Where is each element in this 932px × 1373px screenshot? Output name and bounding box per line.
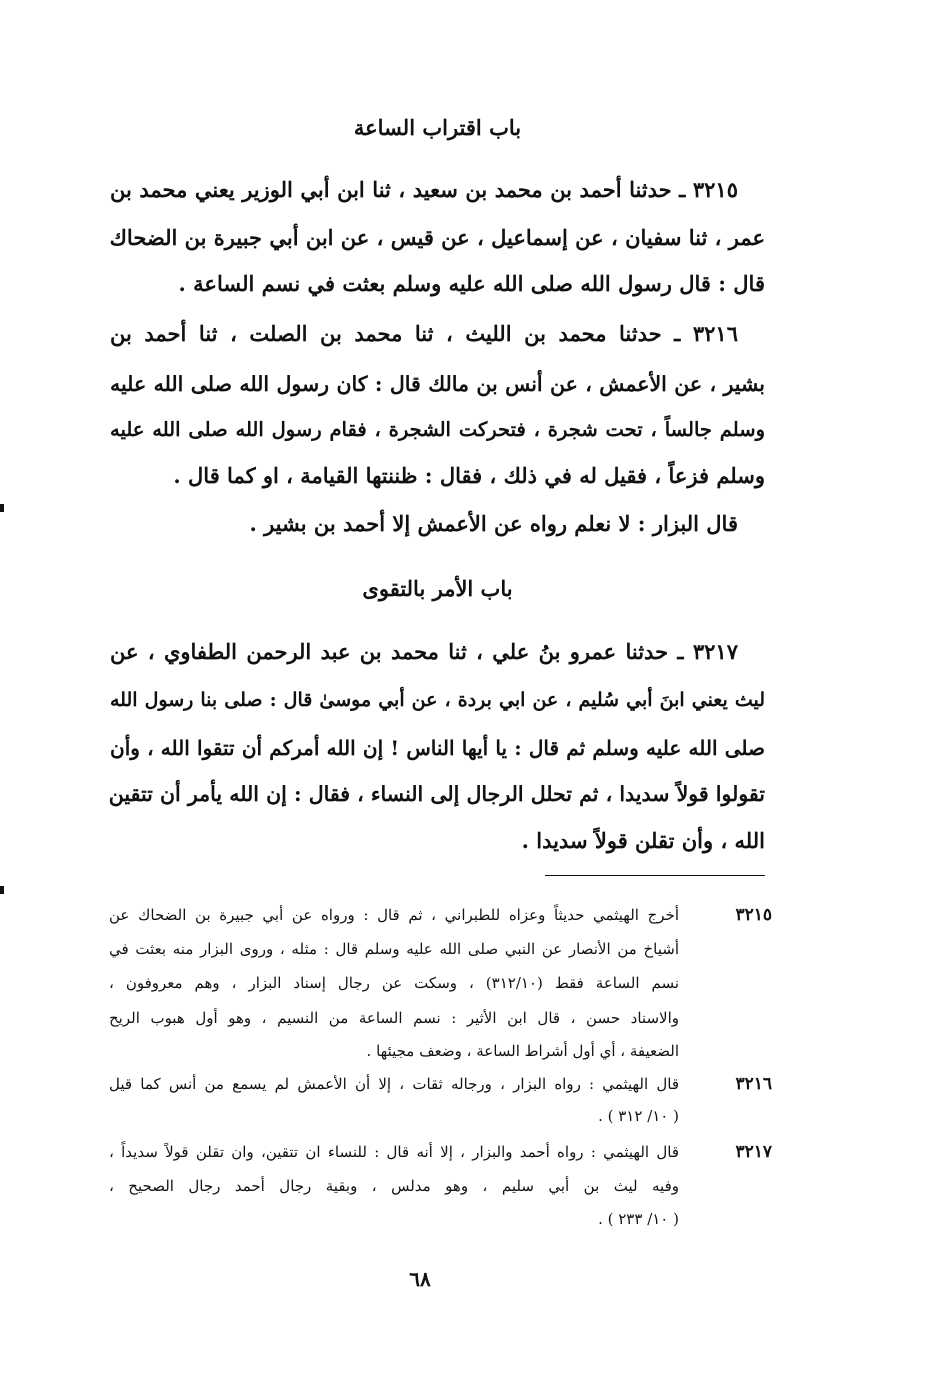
footnote-3216-line-2: ( ١٠/ ٣١٢ ) . [598,1107,679,1125]
footnote-3215-line-2: أشياخ من الأنصار عن النبي صلى الله عليه وسلم قال : مثله ، وروى البزار منه بعثت في [109,940,679,958]
chapter-title-command-of-piety: باب الأمر بالتقوى [362,576,513,601]
hadith-3217-line-5: الله ، وأن تقلن قولاً سديدا . [521,828,765,853]
footnote-3215-line-1: أخرج الهيثمي حديثاً وعزاه للطبراني ، ثم قال : ورواه عن أبي جبيرة بن الضحاك عن [109,906,679,924]
footnote-3215-line-5: الضعيفة ، أي أول أشراط الساعة ، وضعف مجيئها . [366,1042,679,1060]
footnote-3215-line-3: نسم الساعة فقط (٣١٢/١٠) ، وسكت عن رجال إسناد البزار ، وهم معروفون ، [109,974,680,992]
hadith-3215-line-2: عمر ، ثنا سفيان ، عن إسماعيل ، عن قيس ، عن ابن أبي جبيرة بن الضحاك [109,225,765,250]
footnote-3215-line-4: والاسناد حسن ، قال ابن الأثير : نسم الساعة من النسيم ، وهو أول هبوب الريح [109,1009,679,1027]
hadith-3215-line-1: ٣٢١٥ ـ حدثنا أحمد بن محمد بن سعيد ، ثنا ابن أبي الوزير يعني محمد بن [110,177,738,202]
footnote-3216-number: ٣٢١٦ [735,1074,772,1094]
footnote-divider [545,875,765,876]
footnote-3217-line-3: ( ١٠/ ٢٣٣ ) . [598,1210,679,1228]
hadith-3217-line-2: ليث يعني ابنَ أبي سُليم ، عن ابي بردة ، عن أبي موسىٰ قال : صلى بنا رسول الله [110,689,765,711]
scan-edge-mark [0,886,4,894]
hadith-3217-line-4: تقولوا قولاً سديدا ، ثم تحلل الرجال إلى النساء ، فقال : إن الله يأمر أن تتقين [108,782,765,806]
hadith-3216-line-4: وسلم فزعاً ، فقيل له في ذلك ، فقال : ظننتها القيامة ، او كما قال . [173,463,765,488]
hadith-3216-line-3: وسلم جالساً ، تحت شجرة ، فتحركت الشجرة ، فقام رسول الله صلى الله عليه [110,418,765,441]
footnote-3217-line-2: وفيه ليث بن أبي سليم ، وهو مدلس ، وبقية رجال أحمد رجال الصحيح ، [109,1177,679,1195]
chapter-title-approach-of-hour: باب اقتراب الساعة [353,115,522,140]
hadith-3217-line-3: صلى الله عليه وسلم ثم قال : يا أيها الناس ! إن الله أمركم أن تتقوا الله ، وأن [110,736,765,760]
hadith-3217-line-1: ٣٢١٧ ـ حدثنا عمرو بنُ علي ، ثنا محمد بن عبد الرحمن الطفاوي ، عن [110,639,738,664]
scan-edge-mark [0,504,4,512]
footnote-3215-number: ٣٢١٥ [735,905,772,925]
page-number: ٦٨ [409,1267,431,1291]
hadith-3216-line-1: ٣٢١٦ ـ حدثنا محمد بن الليث ، ثنا محمد بن الصلت ، ثنا أحمد بن [110,321,738,346]
footnote-3216-line-1: قال الهيثمي : رواه البزار ، ورجاله ثقات ، إلا أن الأعمش لم يسمع من أنس كما قيل [109,1075,679,1093]
hadith-3216-comment: قال البزار : لا نعلم رواه عن الأعمش إلا أحمد بن بشير . [249,511,738,536]
footnote-3217-line-1: قال الهيثمي : رواه أحمد والبزار ، إلا أنه قال : للنساء ان تتقين، وان تقلن قولاً سديداً ، [109,1143,679,1161]
footnote-3217-number: ٣٢١٧ [735,1142,772,1162]
hadith-3215-line-3: قال : قال رسول الله صلى الله عليه وسلم بعثت في نسم الساعة . [178,271,765,296]
hadith-3216-line-2: بشير ، عن الأعمش ، عن أنس بن مالك قال : كان رسول الله صلى الله عليه [110,372,765,396]
